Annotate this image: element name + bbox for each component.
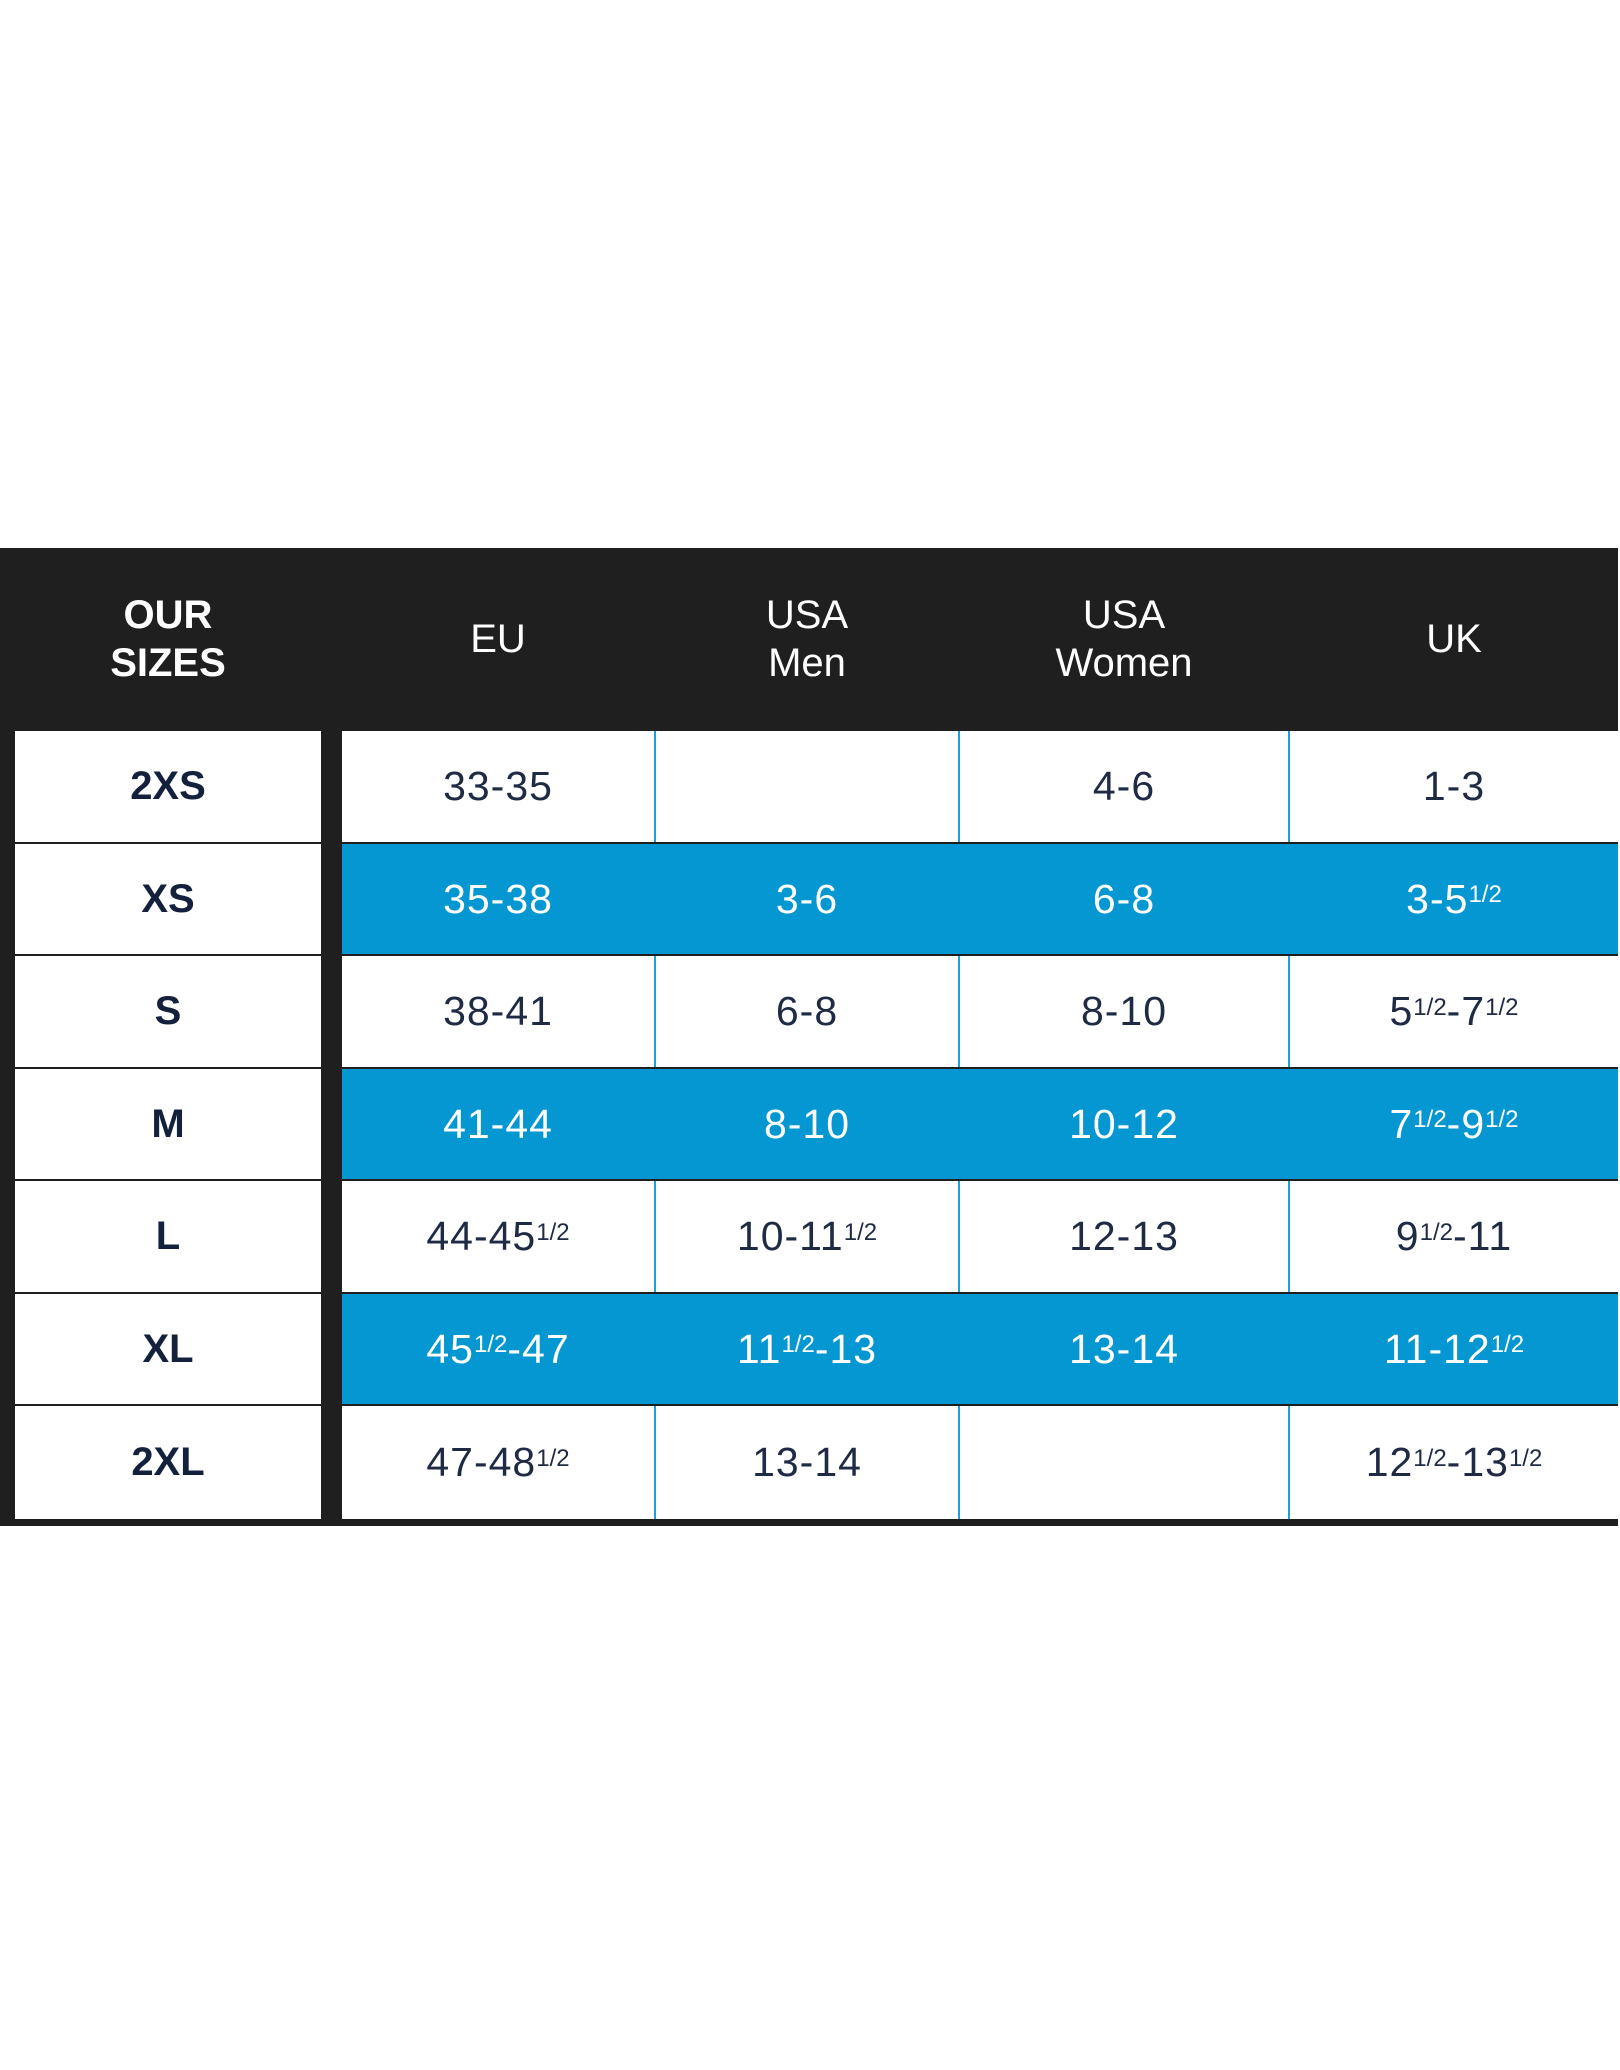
half-size-superscript: 1/2 (1468, 881, 1502, 908)
half-size-superscript: 1/2 (1485, 993, 1519, 1021)
header-eu-label: EU (470, 617, 526, 661)
size-value-text: 12-13 (1069, 1213, 1179, 1259)
size-label-l: L (15, 1181, 321, 1292)
size-value-text: 44-45 (426, 1213, 537, 1259)
cell-eu-l (342, 1181, 654, 1292)
cell-uk-xl (1290, 1294, 1618, 1404)
cell-uk-m (1290, 1069, 1618, 1179)
half-size-superscript: 1/2 (1413, 1106, 1447, 1133)
header-usa-women-line1: USA (1082, 593, 1166, 637)
cell-usa-men-xs (656, 844, 958, 954)
size-value-text: 13-14 (1069, 1325, 1179, 1372)
cell-usa-women-2xs (960, 731, 1288, 842)
cell-usa-men-2xl (656, 1406, 958, 1519)
size-value-text: 3-5 (1406, 875, 1469, 922)
size-value-text: 7 (1389, 1100, 1414, 1147)
header-eu (342, 548, 654, 730)
header-our-sizes (15, 548, 321, 730)
size-value-text: -13 (814, 1325, 878, 1372)
header-usa-women (960, 548, 1288, 730)
size-label-2xl: 2XL (15, 1406, 321, 1519)
size-value-text: -47 (507, 1325, 570, 1372)
cell-usa-men-l (656, 1181, 958, 1292)
size-value-text: 11-12 (1383, 1325, 1491, 1372)
size-value-text: 6-8 (1092, 875, 1156, 922)
size-value-text: 3-6 (775, 875, 839, 922)
cell-uk-2xs (1290, 731, 1618, 842)
size-value-text: 11 (736, 1325, 782, 1372)
half-size-superscript: 1/2 (473, 1331, 508, 1358)
header-usa-men-line1: USA (765, 593, 849, 637)
size-value-text: 38-41 (443, 988, 553, 1034)
half-size-superscript: 1/2 (1419, 1218, 1453, 1246)
size-value-text: 6-8 (775, 988, 839, 1034)
cell-usa-men-s (656, 956, 958, 1067)
size-value-text: -11 (1452, 1213, 1513, 1259)
half-size-superscript: 1/2 (1413, 1444, 1447, 1472)
size-value-text: -7 (1446, 988, 1486, 1034)
header-usa-men (656, 548, 958, 730)
half-size-superscript: 1/2 (536, 1444, 570, 1472)
cell-eu-xl (342, 1294, 654, 1404)
size-value-text: 1-3 (1422, 763, 1486, 809)
cell-usa-women-2xl (960, 1406, 1288, 1519)
size-label-xl: XL (15, 1294, 321, 1404)
size-value-text: 10-11 (736, 1213, 844, 1259)
header-our-sizes-line1: OUR (123, 593, 213, 637)
cell-usa-women-xl (960, 1294, 1288, 1404)
cell-usa-women-s (960, 956, 1288, 1067)
header-uk-label: UK (1426, 617, 1482, 661)
cell-usa-women-m (960, 1069, 1288, 1179)
size-label-s: S (15, 956, 321, 1067)
half-size-superscript: 1/2 (843, 1218, 878, 1246)
half-size-superscript: 1/2 (536, 1218, 570, 1246)
size-value-text: -9 (1446, 1100, 1486, 1147)
size-label-xs: XS (15, 844, 321, 954)
cell-usa-women-xs (960, 844, 1288, 954)
cell-uk-xs (1290, 844, 1618, 954)
header-usa-women-line2: Women (1055, 641, 1193, 685)
cell-usa-men-xl (656, 1294, 958, 1404)
cell-uk-s (1290, 956, 1618, 1067)
half-size-superscript: 1/2 (781, 1331, 815, 1358)
size-chart-table (0, 548, 1618, 1526)
size-value-text: 8-10 (763, 1100, 851, 1147)
header-our-sizes-line2: SIZES (110, 641, 226, 685)
size-value-text: 47-48 (426, 1439, 537, 1485)
size-value-text: 8-10 (1080, 988, 1168, 1034)
size-value-text: -13 (1446, 1439, 1509, 1485)
cell-uk-l (1290, 1181, 1618, 1292)
half-size-superscript: 1/2 (1508, 1444, 1543, 1472)
size-label-2xs: 2XS (15, 731, 321, 842)
size-label-m: M (15, 1069, 321, 1179)
size-value-text: 33-35 (443, 763, 553, 809)
size-value-text: 41-44 (443, 1100, 553, 1147)
cell-usa-men-m (656, 1069, 958, 1179)
half-size-superscript: 1/2 (1413, 993, 1447, 1021)
header-uk (1290, 548, 1618, 730)
cell-usa-men-2xs (656, 731, 958, 842)
half-size-superscript: 1/2 (1490, 1331, 1525, 1358)
cell-eu-m (342, 1069, 654, 1179)
cell-eu-s (342, 956, 654, 1067)
cell-eu-2xl (342, 1406, 654, 1519)
size-value-text: 9 (1395, 1213, 1420, 1259)
size-value-text: 45 (426, 1325, 474, 1372)
cell-uk-2xl (1290, 1406, 1618, 1519)
size-value-text: 13-14 (752, 1439, 862, 1485)
size-value-text: 35-38 (443, 875, 553, 922)
header-usa-men-line2: Men (768, 641, 846, 685)
size-value-text: 5 (1389, 988, 1414, 1034)
size-value-text: 12 (1365, 1439, 1414, 1485)
size-value-text: 10-12 (1069, 1100, 1179, 1147)
half-size-superscript: 1/2 (1485, 1106, 1519, 1133)
cell-eu-2xs (342, 731, 654, 842)
size-value-text: 4-6 (1092, 763, 1156, 809)
cell-usa-women-l (960, 1181, 1288, 1292)
cell-eu-xs (342, 844, 654, 954)
